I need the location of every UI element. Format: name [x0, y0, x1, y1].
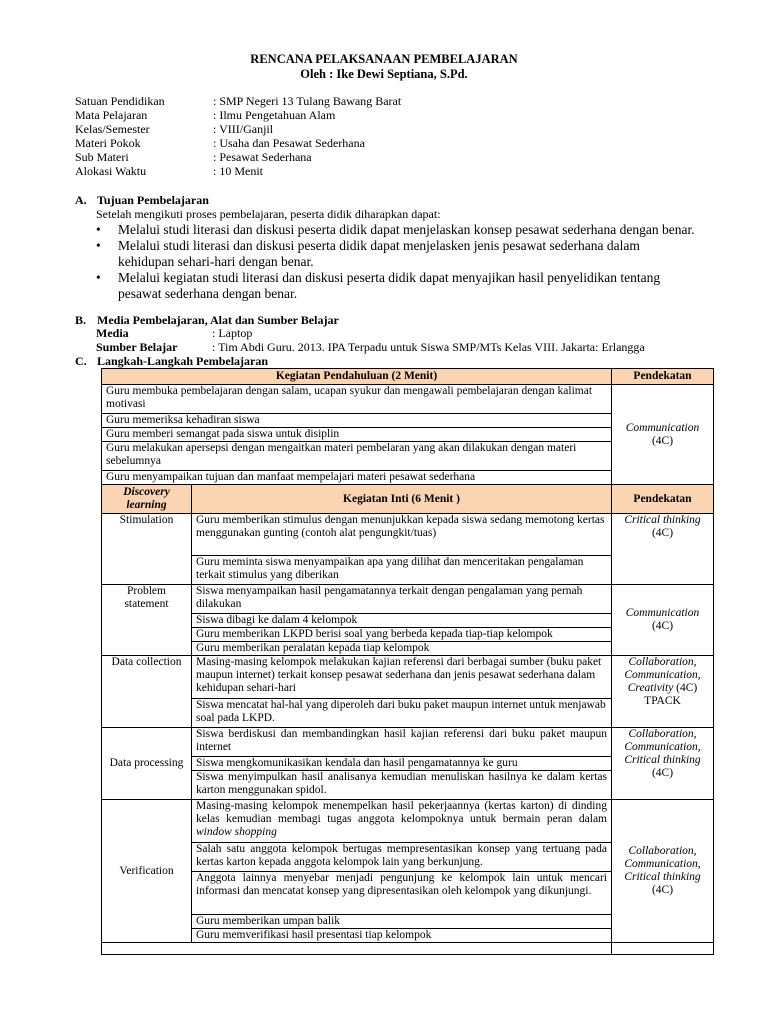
section-title: Media Pembelajaran, Alat dan Sumber Belajar — [97, 313, 339, 327]
media-value: : Tim Abdi Guru. 2013. IPA Terpadu untuk Siswa SMP/MTs Kelas VIII. Jakarta: Erlangga — [212, 340, 645, 354]
media-key: Sumber Belajar — [96, 340, 178, 354]
table-cell: Guru menyampaikan tujuan dan manfaat mempelajari materi pesawat sederhana — [102, 471, 612, 485]
approach-cell — [612, 585, 714, 656]
approach-tag: (4C) — [651, 434, 674, 447]
approach-italic: Communication — [625, 421, 700, 434]
stage-verification: Verification — [102, 800, 192, 943]
list-item — [96, 238, 696, 270]
approach-tag: (4C) — [651, 620, 674, 632]
identity-value: : Pesawat Sederhana — [213, 150, 312, 164]
table-cell: Siswa berdiskusi dan membandingkan hasil kajian referensi dari buku paket maupun internet — [192, 728, 612, 757]
table-cell: Guru memeriksa kehadiran siswa — [102, 414, 612, 428]
table-cell: Guru memverifikasi hasil presentasi tiap kelompok — [192, 929, 612, 943]
identity-value: : SMP Negeri 13 Tulang Bawang Barat — [213, 94, 402, 108]
table-header-discovery: Discovery learning — [102, 485, 192, 514]
approach-cell — [612, 385, 714, 485]
approach-tag: (4C) — [651, 884, 674, 896]
identity-row — [75, 150, 401, 164]
cell-text: Masing-masing kelompok menempelkan hasil pekerjaannya (kertas karton) di dinding kelas kemudian membagi tugas anggota kelompoknya untuk bermain peran dalam — [196, 800, 607, 825]
table-cell: Salah satu anggota kelompok bertugas mempresentasikan konsep yang tertuang pada kertas karton kepada anggota kelompok lain yang berkunjung. — [192, 843, 612, 872]
table-cell: Masing-masing kelompok melakukan kajian referensi dari berbagai sumber (buku paket maupun internet) terkait konsep pesawat sederhana dan jenis pesawat sederhana dalam kehidupan sehari-hari — [192, 656, 612, 699]
table-cell: Guru meminta siswa menyampaikan apa yang dilihat dan menceritakan pengalaman terkait stimulus yang diberikan — [192, 556, 612, 585]
approach-cell — [612, 656, 714, 728]
stage-problem: Problem statement — [102, 585, 192, 656]
approach-cell — [612, 514, 714, 585]
identity-value: : Usaha dan Pesawat Sederhana — [213, 136, 365, 150]
table-cell: Siswa mencatat hal-hal yang diperoleh dari buku paket maupun internet untuk menjawab soal pada LKPD. — [192, 699, 612, 728]
list-item-text: Melalui studi literasi dan diskusi peserta didik dapat menjelasken jenis pesawat sederhana dalam kehidupan sehari-hari dengan benar. — [118, 238, 640, 269]
identity-row — [75, 94, 401, 108]
identity-key: Sub Materi — [75, 150, 129, 164]
table-cell — [192, 800, 612, 843]
document-title: RENCANA PELAKSANAAN PEMBELAJARAN — [250, 52, 518, 66]
identity-row — [75, 136, 401, 150]
approach-tag: (4C) — [676, 682, 698, 694]
media-row — [96, 340, 645, 354]
identity-block — [75, 94, 401, 178]
table-cell: Guru melakukan apersepsi dengan mengaitkan materi pembelaran yang akan dilakukan dengan materi sebelumnya — [102, 442, 612, 471]
identity-key: Satuan Pendidikan — [75, 94, 165, 108]
identity-row — [75, 122, 401, 136]
media-block — [96, 326, 645, 354]
objectives-list — [96, 222, 696, 302]
table-header-inti: Kegiatan Inti (6 Menit ) — [192, 485, 612, 514]
table-cell: Siswa menyimpulkan hasil analisanya kemudian menuliskan hasilnya ke dalam kertas karton menggunakan spidol. — [192, 771, 612, 800]
objectives-intro: Setelah mengikuti proses pembelajaran, peserta didik diharapkan dapat: — [96, 207, 441, 221]
list-item — [96, 270, 696, 302]
stage-stimulation: Stimulation — [102, 514, 192, 585]
identity-value: : VIII/Ganjil — [213, 122, 274, 136]
identity-key: Mata Pelajaran — [75, 108, 148, 122]
media-value: : Laptop — [212, 326, 253, 340]
table-cell: Siswa mengkomunikasikan kendala dan hasil pengamatannya ke guru — [192, 757, 612, 771]
approach-italic: Critical thinking — [624, 514, 701, 526]
table-footer-space — [612, 943, 714, 955]
approach-cell — [612, 728, 714, 800]
section-label: C. — [75, 354, 87, 368]
media-key: Media — [96, 326, 129, 340]
cell-italic-text: window shopping — [196, 826, 277, 838]
stage-data-processing: Data processing — [102, 728, 192, 800]
bullet-icon: • — [96, 238, 101, 253]
table-cell: Guru memberikan stimulus dengan menunjukkan kepada siswa sedang memotong kertas menggunakan gunting (contoh alat pengungkit/tuas) — [192, 514, 612, 556]
table-cell: Guru memberikan peralatan kepada tiap kelompok — [192, 642, 612, 656]
list-item-text: Melalui studi literasi dan diskusi peserta didik dapat menjelaskan konsep pesawat sederhana dengan benar. — [118, 222, 695, 237]
identity-key: Alokasi Waktu — [75, 164, 147, 178]
table-footer-space — [102, 943, 612, 955]
learning-steps-table — [101, 368, 714, 955]
approach-tag: (4C) — [651, 767, 674, 779]
approach-italic: Collaboration, Communication, Critical thinking — [624, 728, 701, 766]
approach-italic: Communication — [625, 607, 700, 619]
identity-key: Kelas/Semester — [75, 122, 150, 136]
table-header-pendekatan: Pendekatan — [612, 369, 714, 385]
identity-key: Materi Pokok — [75, 136, 141, 150]
approach-italic: Collaboration, Communication, Critical thinking — [624, 845, 701, 883]
table-cell: Guru memberi semangat pada siswa untuk disiplin — [102, 428, 612, 442]
section-title: Langkah-Langkah Pembelajaran — [97, 354, 269, 368]
section-title: Tujuan Pembelajaran — [97, 193, 209, 207]
identity-value: : 10 Menit — [213, 164, 263, 178]
approach-extra: TPACK — [644, 695, 681, 707]
approach-italic: Collaboration, Communication, Creativity — [624, 656, 701, 694]
approach-cell — [612, 800, 714, 943]
approach-tag: (4C) — [651, 527, 674, 539]
table-cell: Guru memberikan umpan balik — [192, 915, 612, 929]
document-author: Oleh : Ike Dewi Septiana, S.Pd. — [300, 67, 468, 81]
table-cell: Anggota lainnya menyebar menjadi pengunjung ke kelompok lain untuk mencari informasi dan mencatat konsep yang dipresentasikan oleh kelompok yang dikunjungi. — [192, 872, 612, 915]
identity-row — [75, 108, 401, 122]
table-cell: Guru membuka pembelajaran dengan salam, ucapan syukur dan mengawali pembelajaran dengan kalimat motivasi — [102, 385, 612, 414]
stage-data-collection: Data collection — [102, 656, 192, 728]
table-header-inti-pendekatan: Pendekatan — [612, 485, 714, 514]
section-label: B. — [75, 313, 87, 327]
identity-row — [75, 164, 401, 178]
bullet-icon: • — [96, 222, 101, 237]
identity-value: : Ilmu Pengetahuan Alam — [213, 108, 336, 122]
table-cell: Siswa menyampaikan hasil pengamatannya terkait dengan pengalaman yang pernah dilakukan — [192, 585, 612, 614]
table-cell: Guru memberikan LKPD berisi soal yang berbeda kepada tiap-tiap kelompok — [192, 628, 612, 642]
table-cell: Siswa dibagi ke dalam 4 kelompok — [192, 614, 612, 628]
list-item — [96, 222, 696, 238]
media-row — [96, 326, 645, 340]
bullet-icon: • — [96, 270, 101, 285]
table-header-pendahuluan: Kegiatan Pendahuluan (2 Menit) — [102, 369, 612, 385]
section-label: A. — [75, 193, 87, 207]
list-item-text: Melalui kegiatan studi literasi dan diskusi peserta didik dapat menyajikan hasil penyelidikan tentang pesawat sederhana dengan benar. — [118, 270, 661, 301]
